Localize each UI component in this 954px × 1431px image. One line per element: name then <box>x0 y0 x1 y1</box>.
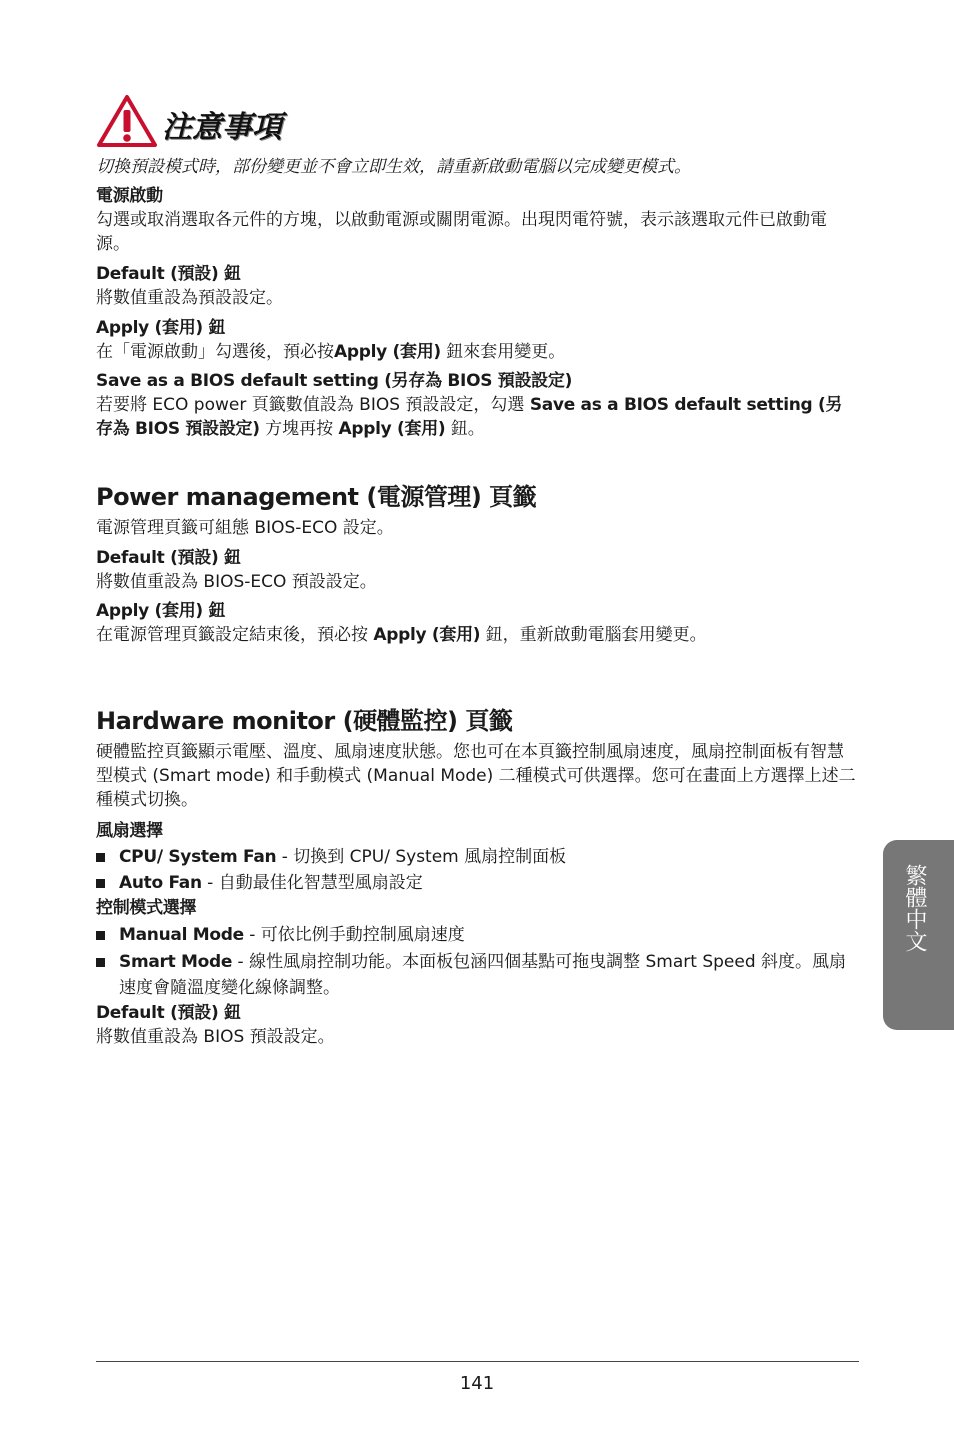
page-number: 141 <box>459 1373 495 1394</box>
pm-apply-text-c: 鈕，重新啟動電腦套用變更。 <box>480 625 707 645</box>
warning-triangle-icon <box>96 94 158 148</box>
language-side-tab-label: 繁體中文 <box>902 864 927 952</box>
hw-intro <box>96 740 856 812</box>
eco-apply-text-a: 在「電源啟動」勾選後，預必按 <box>96 342 334 362</box>
bullet-cpu-system-fan <box>96 844 856 870</box>
save-text-term: Save as a BIOS default setting (另存為 BIOS 預設設定) <box>96 395 843 439</box>
bullet3-term: Manual Mode <box>119 925 244 945</box>
caution-title: 注意事項 <box>162 110 282 145</box>
pm-default-label: Default (預設) 鈕 <box>96 548 241 568</box>
save-text-c: 方塊再按 <box>259 419 339 439</box>
caution-note: 切換預設模式時，部份變更並不會立即生效，請重新啟動電腦以完成變更模式。 <box>96 157 691 177</box>
eco-apply-text-c: 鈕來套用變更。 <box>440 342 566 362</box>
control-mode-label-block <box>96 896 856 920</box>
save-text-a: 若要將 ECO power 頁籤數值設為 BIOS 預設設定，勾選 <box>96 395 530 415</box>
control-mode-label: 控制模式選擇 <box>96 898 197 918</box>
eco-apply-label: Apply (套用) 鈕 <box>96 318 226 338</box>
bullet4-desc: - 線性風扇控制功能。本面板包涵四個基點可拖曳調整 Smart Speed 斜度。風扇速度會隨溫度變化線條調整。 <box>119 952 847 998</box>
pm-apply-block <box>96 599 856 647</box>
pm-apply-text-a: 在電源管理頁籤設定結束後，預必按 <box>96 625 374 645</box>
eco-apply-block <box>96 316 856 364</box>
save-text-e: 鈕。 <box>445 419 485 439</box>
bullet-square-icon <box>96 853 105 862</box>
bullet2-term: Auto Fan <box>119 873 202 893</box>
hw-default-text: 將數值重設為 BIOS 預設設定。 <box>96 1027 335 1047</box>
save-default-label: Save as a BIOS default setting (另存為 BIOS 預設設定) <box>96 371 573 391</box>
pm-apply-term: Apply (套用) <box>373 625 481 645</box>
eco-default-text: 將數值重設為預設設定。 <box>96 288 283 308</box>
bullet4-term: Smart Mode <box>119 952 233 972</box>
power-mgmt-intro <box>96 516 856 540</box>
pm-apply-label: Apply (套用) 鈕 <box>96 601 226 621</box>
pm-default-block <box>96 546 856 594</box>
bullet-manual-mode <box>96 922 856 948</box>
bullet1-term: CPU/ System Fan <box>119 847 277 867</box>
power-management-heading: Power management (電源管理) 頁籤 <box>96 483 537 511</box>
bullet-smart-mode <box>96 949 856 1001</box>
save-text-apply: Apply (套用) <box>338 419 446 439</box>
pm-apply-text <box>96 623 856 647</box>
bullet-auto-fan <box>96 870 856 896</box>
fan-select-label-block <box>96 819 856 843</box>
fan-select-label: 風扇選擇 <box>96 821 163 841</box>
power-on-block <box>96 184 856 256</box>
hardware-monitor-heading: Hardware monitor (硬體監控) 頁籤 <box>96 707 513 735</box>
power-on-label: 電源啟動 <box>96 186 163 206</box>
power-mgmt-intro-text: 電源管理頁籤可組態 BIOS-ECO 設定。 <box>96 518 394 538</box>
bullet3-desc: - 可依比例手動控制風扇速度 <box>243 925 465 945</box>
eco-default-label: Default (預設) 鈕 <box>96 264 241 284</box>
bullet-square-icon <box>96 931 105 940</box>
pm-default-text: 將數值重設為 BIOS-ECO 預設設定。 <box>96 572 377 592</box>
eco-apply-term: Apply (套用) <box>334 342 441 362</box>
save-default-block <box>96 369 856 441</box>
bullet-square-icon <box>96 879 105 888</box>
hw-default-block <box>96 1001 856 1049</box>
bullet1-desc: - 切換到 CPU/ System 風扇控制面板 <box>276 847 567 867</box>
hw-intro-text: 硬體監控頁籤顯示電壓、溫度、風扇速度狀態。您也可在本頁籤控制風扇速度，風扇控制面板有智慧型模式 (Smart mode) 和手動模式 (Manual Mode) 二種模式可供選擇。您可在畫面上方選擇上述二種模式切換。 <box>96 742 856 810</box>
bullet-square-icon <box>96 958 105 967</box>
hw-default-label: Default (預設) 鈕 <box>96 1003 241 1023</box>
eco-apply-text <box>96 340 856 364</box>
eco-default-block <box>96 262 856 310</box>
footer-rule <box>96 1361 859 1362</box>
save-default-text <box>96 393 856 441</box>
bullet2-desc: - 自動最佳化智慧型風扇設定 <box>201 873 423 893</box>
power-on-text: 勾選或取消選取各元件的方塊，以啟動電源或關閉電源。出現閃電符號，表示該選取元件已啟動電源。 <box>96 210 827 254</box>
